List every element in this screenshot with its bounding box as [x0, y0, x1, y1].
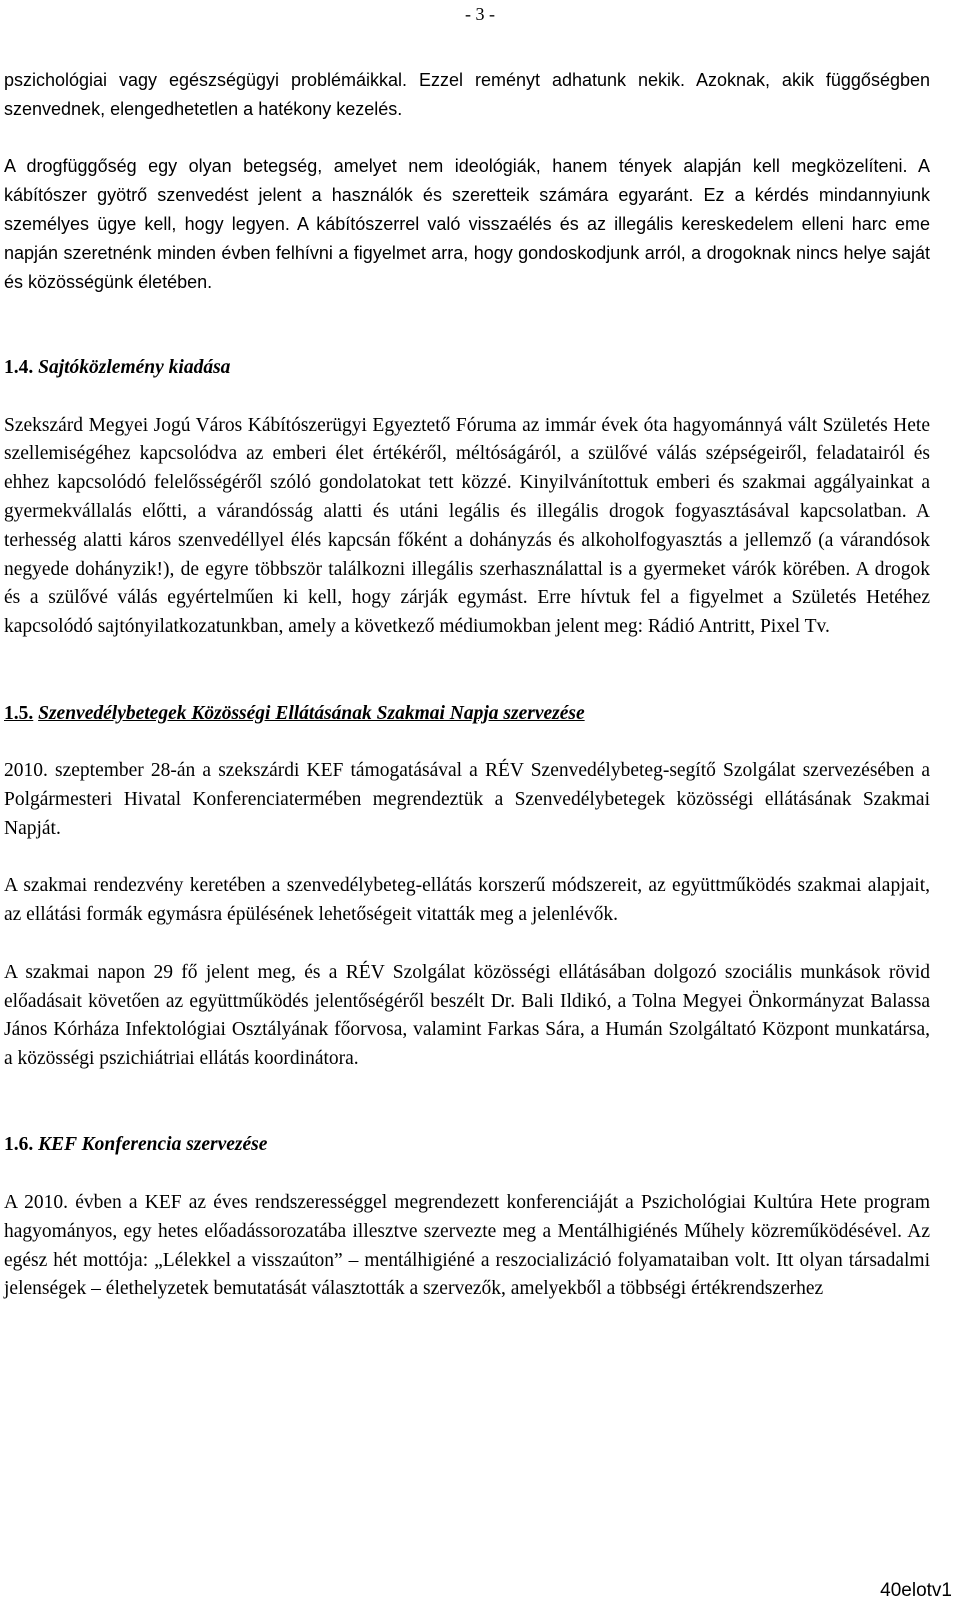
section-1-5-paragraph-3: A szakmai napon 29 fő jelent meg, és a RÉV Szolgálat közösségi ellátásában dolgozó szociális munkások rövid előadásait követően az együttműködés jelentőségéről beszélt Dr. Bali Ildikó, a Tolna Megyei Önkormányzat Balassa János Kórháza Infektológiai Osztályának főorvosa, valamint Farkas Sára, a Humán Szolgáltató Központ munkatársa, a közösségi pszichiátriai ellátás koordinátora.: [4, 961, 930, 1070]
section-1-6-heading: [4, 1131, 930, 1160]
section-1-6-title: KEF Konferencia szervezése: [38, 1134, 268, 1156]
section-1-4-heading: [4, 354, 930, 383]
section-1-5-number: 1.5.: [4, 702, 34, 724]
intro-paragraph-2: [4, 152, 930, 296]
section-1-5-paragraph-2: A szakmai rendezvény keretében a szenvedélybeteg-ellátás korszerű módszereit, az együttműködés szakmai alapjait, az ellátási formák egymásra épülésének lehetőségeit vitatták meg a jelenlévők.: [4, 875, 930, 926]
page-number: - 3 -: [465, 4, 495, 24]
section-1-4-number: 1.4.: [4, 356, 34, 378]
section-1-5-title: Szenvedélybetegek Közösségi Ellátásának Szakmai Napja szervezése: [38, 702, 585, 724]
section-1-5-heading: [4, 700, 930, 729]
section-1-6-body: A 2010. évben a KEF az éves rendszerességgel megrendezett konferenciáját a Pszichológiai Kultúra Hete program hagyományos, egy hetes előadássorozatába illesztve szervezte meg a Mentálhigiénés Műhely közreműködésével. Az egész hét mottója: „Lélekkel a visszaúton” – mentálhigiéné a reszocializáció folyamataiban volt. Itt olyan társadalmi jelenségek – élethelyzetek bemutatását választották a szervezők, amelyekből a többségi értékrendszerhez: [4, 1192, 930, 1300]
intro-paragraph-2-part-a: A drogfüggőség egy olyan betegség, amelyet nem ideológiák, hanem tények alapján kell megközelíteni. A kábítószer gyötrő szenvedést jelent a használók és szeretteik számára egyaránt.: [4, 156, 930, 206]
section-1-4-title: Sajtóközlemény kiadása: [38, 356, 231, 378]
intro-paragraph-2-part-b: Ez a kérdés mindannyiunk személyes ügye kell, hogy legyen.: [4, 185, 930, 234]
section-1-6-number: 1.6.: [4, 1134, 34, 1156]
intro-paragraph-2-part-c: A kábítószerrel való visszaélés és az illegális kereskedelem elleni harc eme napján szeretnénk minden évben felhívni a figyelmet arra, hogy gondoskodjunk arról, a drogoknak nincs helye saját és közösségünk életében.: [4, 213, 930, 292]
section-1-4-body: Szekszárd Megyei Jogú Város Kábítószerügyi Egyeztető Fóruma az immár évek óta hagyománnyá vált Születés Hete szellemiségéhez kapcsolódva az emberi élet értékéről, méltóságáról, a szülővé válás szépségeiről, feladatairól és ehhez kapcsolódó felelősségéről szóló gondolatokat tett közzé. Kinyilvánítottuk emberi és szakmai aggályainkat a gyermekvállalás előtti, a várandósság alatti és utáni legális és illegális drogok fogyasztásával kapcsolatban. A terhesség alatti káros szenvedéllyel élés kapcsán főként a dohányzás és alkoholfogyasztás a jellemző (a várandósok negyede dohányzik!), de egyre többször találkozni illegális szerhasználattal is a gyermeket várók körében. A drogok és a szülővé válás egyértelműen ki kell, hogy zárják egymást. Erre hívtuk fel a figyelmet a Születés Hetéhez kapcsolódó sajtónyilatkozatunkban, amely a következő médiumokban jelent meg: Rádió Antritt, Pixel Tv.: [4, 414, 930, 638]
section-1-5-paragraph-1: 2010. szeptember 28-án a szekszárdi KEF támogatásával a RÉV Szenvedélybeteg-segítő Szolgálat szervezésében a Polgármesteri Hivatal Konferenciatermében megrendeztük a Szenvedélybetegek közösségi ellátásának Szakmai Napját.: [4, 760, 930, 839]
footer-code: 40elotv1: [880, 1580, 952, 1601]
document-body: [4, 66, 930, 1304]
intro-paragraph-1: pszichológiai vagy egészségügyi problémáikkal. Ezzel reményt adhatunk nekik. Azoknak, akik függőségben szenvednek, elengedhetetlen a hatékony kezelés.: [4, 70, 930, 119]
